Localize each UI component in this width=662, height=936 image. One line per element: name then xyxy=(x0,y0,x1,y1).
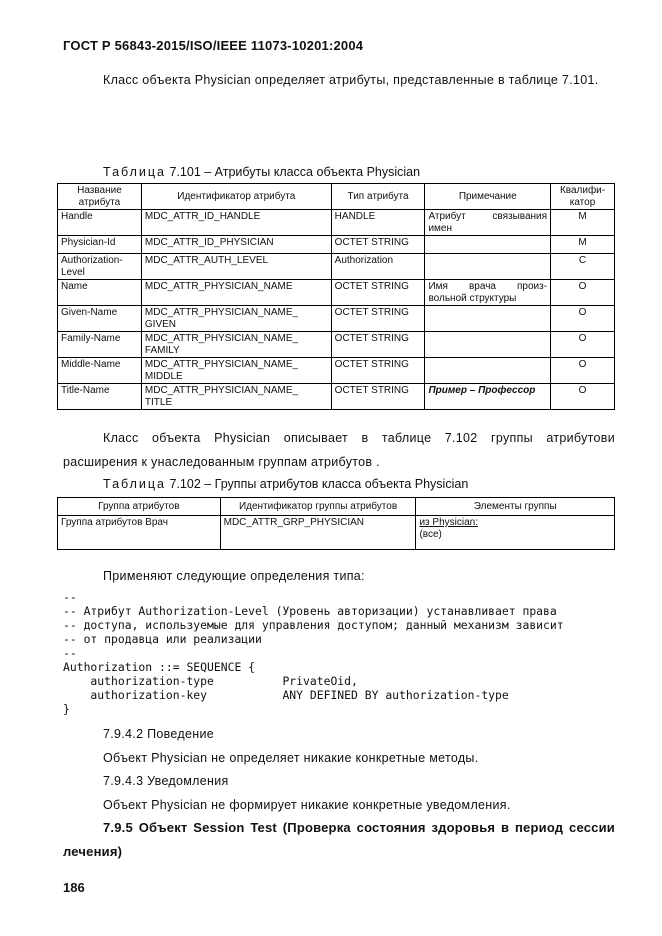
attr-type: OCTET STRING xyxy=(331,358,425,384)
attr-note xyxy=(425,358,551,384)
table-row xyxy=(58,254,615,280)
attr-id: MDC_ATTR_ID_PHYSICIAN xyxy=(141,236,331,254)
physician-attributes-table xyxy=(57,183,615,410)
attr-type: OCTET STRING xyxy=(331,236,425,254)
code-line: -- xyxy=(63,646,77,660)
table-row xyxy=(58,332,615,358)
attr-name: Family-Name xyxy=(58,332,142,358)
attr-note: Атрибут связывания имен xyxy=(425,210,551,236)
col-header: Примечание xyxy=(425,184,551,210)
attr-type: OCTET STRING xyxy=(331,306,425,332)
group-elements-link: из Physician: xyxy=(419,517,478,528)
page-number: 186 xyxy=(63,880,85,895)
attr-name: Title-Name xyxy=(58,384,142,410)
attr-qualifier: M xyxy=(551,210,615,236)
attr-qualifier: O xyxy=(551,332,615,358)
section-text-notifications: Объект Physician не формирует никакие конкретные уведомления. xyxy=(103,798,511,812)
section-heading-session-test: 7.9.5 Объект Session Test (Проверка состояния здоровья в период сессии лечения) xyxy=(63,820,615,859)
table-row xyxy=(58,384,615,410)
col-header: Идентификатор атрибута xyxy=(141,184,331,210)
code-line: -- xyxy=(63,590,77,604)
table1-caption-rest: 7.101 – Атрибуты класса объекта Physician xyxy=(166,165,421,179)
attr-type: OCTET STRING xyxy=(331,280,425,306)
attr-qualifier: O xyxy=(551,306,615,332)
attr-id: MDC_ATTR_PHYSICIAN_NAME xyxy=(141,280,331,306)
table-row xyxy=(58,236,615,254)
col-header: Тип атрибута xyxy=(331,184,425,210)
attr-type: OCTET STRING xyxy=(331,384,425,410)
table-row xyxy=(58,210,615,236)
attr-id: MDC_ATTR_PHYSICIAN_NAME_ TITLE xyxy=(141,384,331,410)
attr-qualifier: M xyxy=(551,236,615,254)
intro-paragraph: Класс объекта Physician определяет атрибуты, представленные в таблице 7.101. xyxy=(103,73,599,87)
group-id: MDC_ATTR_GRP_PHYSICIAN xyxy=(220,516,416,550)
attr-note xyxy=(425,236,551,254)
section-heading-notifications: 7.9.4.3 Уведомления xyxy=(103,774,229,788)
attr-id: MDC_ATTR_PHYSICIAN_NAME_ MIDDLE xyxy=(141,358,331,384)
col-header: Группа атрибутов xyxy=(58,498,221,516)
attr-note: Пример – Профессор xyxy=(425,384,551,410)
section-heading-behavior: 7.9.4.2 Поведение xyxy=(103,727,214,741)
table2-caption xyxy=(103,477,468,491)
document-header: ГОСТ Р 56843-2015/ISO/IEEE 11073-10201:2004 xyxy=(63,38,364,53)
attr-type: Authorization xyxy=(331,254,425,280)
attr-type: HANDLE xyxy=(331,210,425,236)
para-type-definitions: Применяют следующие определения типа: xyxy=(103,569,365,583)
table2-caption-rest: 7.102 – Группы атрибутов класса объекта Physician xyxy=(166,477,469,491)
code-line: } xyxy=(63,702,70,716)
section-text-behavior: Объект Physician не определяет никакие конкретные методы. xyxy=(103,751,479,765)
attribute-groups-table xyxy=(57,497,615,550)
group-elements-all: (все) xyxy=(419,528,442,540)
attr-id: MDC_ATTR_PHYSICIAN_NAME_ GIVEN xyxy=(141,306,331,332)
code-block xyxy=(63,590,564,716)
col-header: Идентификатор группы атрибутов xyxy=(220,498,416,516)
attr-id: MDC_ATTR_PHYSICIAN_NAME_ FAMILY xyxy=(141,332,331,358)
group-name: Группа атрибутов Врач xyxy=(58,516,221,550)
attr-note xyxy=(425,332,551,358)
attr-note: Имя врача произ-вольной структуры xyxy=(425,280,551,306)
attr-id: MDC_ATTR_AUTH_LEVEL xyxy=(141,254,331,280)
table-row xyxy=(58,358,615,384)
table1-caption xyxy=(103,165,420,179)
attr-name: Authorization-Level xyxy=(58,254,142,280)
code-line: -- доступа, используемые для управления доступом; данный механизм зависит xyxy=(63,618,564,632)
attr-id: MDC_ATTR_ID_HANDLE xyxy=(141,210,331,236)
attr-name: Name xyxy=(58,280,142,306)
code-line: -- Атрибут Authorization-Level (Уровень авторизации) устанавливает права xyxy=(63,604,557,618)
table-row xyxy=(58,516,615,550)
table1-caption-prefix: Таблица xyxy=(103,165,167,179)
attr-name: Physician-Id xyxy=(58,236,142,254)
attr-note xyxy=(425,306,551,332)
table-header-row xyxy=(58,184,615,210)
attr-note xyxy=(425,254,551,280)
col-header: Элементы группы xyxy=(416,498,615,516)
code-line: -- от продавца или реализации xyxy=(63,632,262,646)
col-header: Название атрибута xyxy=(58,184,142,210)
code-line: authorization-type PrivateOid, xyxy=(63,674,358,688)
attr-name: Given-Name xyxy=(58,306,142,332)
attr-qualifier: O xyxy=(551,358,615,384)
attr-qualifier: O xyxy=(551,280,615,306)
code-line: Authorization ::= SEQUENCE { xyxy=(63,660,256,674)
table-header-row xyxy=(58,498,615,516)
group-elements xyxy=(416,516,615,550)
attr-name: Handle xyxy=(58,210,142,236)
attr-name: Middle-Name xyxy=(58,358,142,384)
attr-type: OCTET STRING xyxy=(331,332,425,358)
attr-qualifier: C xyxy=(551,254,615,280)
para-attribute-groups: Класс объекта Physician описывает в таблице 7.102 группы атрибутови расширения к унаследованным группам атрибутов . xyxy=(63,431,615,469)
attr-qualifier: O xyxy=(551,384,615,410)
table-row xyxy=(58,280,615,306)
col-header: Квалифи-катор xyxy=(551,184,615,210)
code-line: authorization-key ANY DEFINED BY authorization-type xyxy=(63,688,509,702)
table-row xyxy=(58,306,615,332)
table2-caption-prefix: Таблица xyxy=(103,477,167,491)
